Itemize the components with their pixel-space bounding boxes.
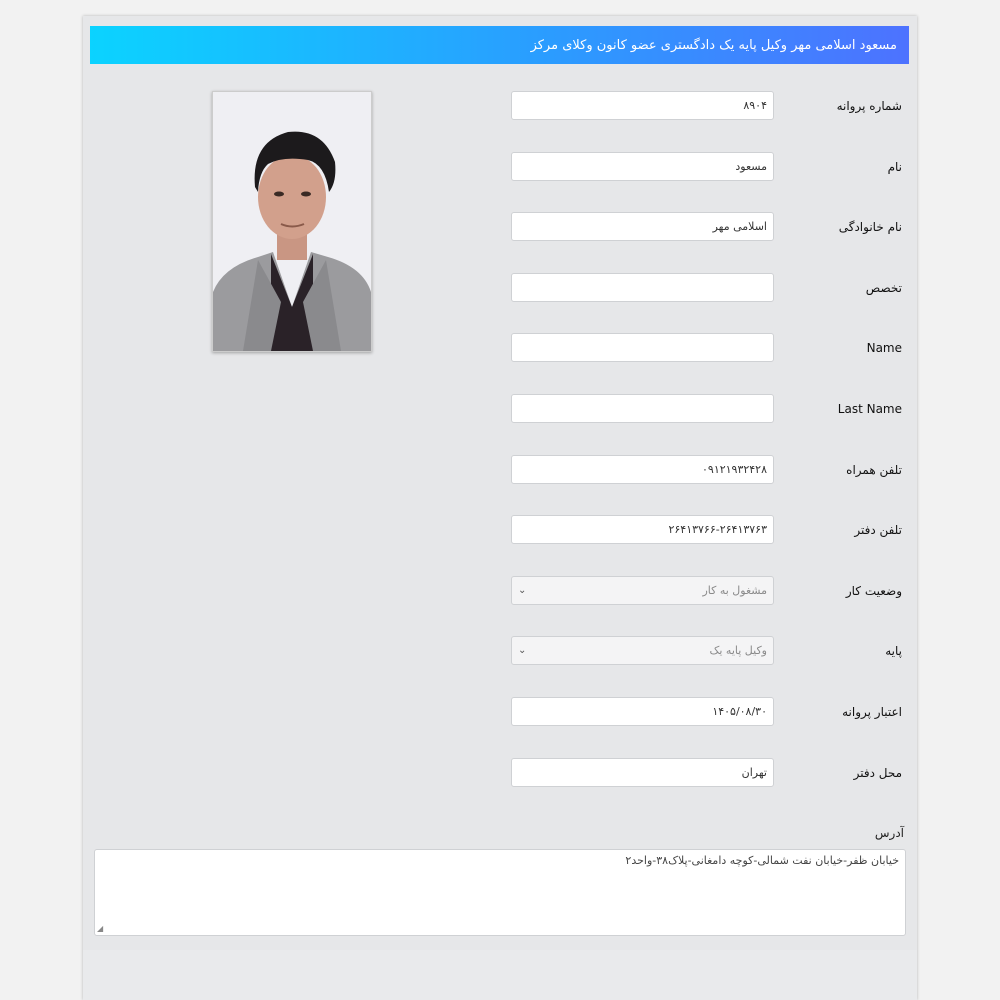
name-en-label: Name (866, 341, 902, 355)
office-location-input[interactable] (511, 758, 774, 787)
license-validity-label: اعتبار پروانه (842, 705, 902, 719)
chevron-down-icon: ⌄ (518, 585, 527, 596)
office-phone-input[interactable] (511, 515, 774, 544)
mobile-phone-label: تلفن همراه (846, 463, 902, 477)
office-phone-value: ۲۶۴۱۳۷۶۶-۲۶۴۱۳۷۶۳ (668, 523, 767, 536)
name-en-input[interactable] (511, 333, 774, 362)
card-footer (83, 950, 917, 1000)
profile-card (83, 16, 917, 1000)
license-validity-input[interactable] (511, 697, 774, 726)
office-location-value: تهران (741, 766, 767, 779)
mobile-phone-value: ۰۹۱۲۱۹۳۲۴۲۸ (702, 463, 767, 476)
page-title-banner (90, 26, 909, 64)
work-status-select[interactable] (511, 576, 774, 605)
address-textarea[interactable] (94, 849, 906, 936)
resize-handle-icon[interactable]: ◢ (97, 924, 104, 933)
last-name-value: اسلامی مهر (712, 220, 767, 233)
last-name-input[interactable] (511, 212, 774, 241)
address-label: آدرس (874, 826, 904, 840)
last-name-label: نام خانوادگی (838, 220, 902, 234)
first-name-label: نام (887, 160, 902, 174)
mobile-phone-input[interactable] (511, 455, 774, 484)
license-number-label: شماره پروانه (836, 99, 902, 113)
profile-photo-image (213, 92, 371, 351)
license-validity-value: ۱۴۰۵/۰۸/۳۰ (712, 705, 767, 718)
chevron-down-icon: ⌄ (518, 645, 527, 656)
office-phone-label: تلفن دفتر (854, 523, 902, 537)
work-status-value: مشغول به کار (702, 584, 767, 597)
page-title: مسعود اسلامی مهر وکیل پایه یک دادگستری عضو کانون وکلای مرکز (530, 37, 897, 53)
lastname-en-label: Last Name (837, 402, 902, 416)
grade-label: پایه (885, 644, 902, 658)
work-status-label: وضعیت کار (845, 584, 902, 598)
license-number-input[interactable] (511, 91, 774, 120)
first-name-value: مسعود (735, 160, 767, 173)
address-value: خیابان ظفر-خیابان نفت شمالی-کوچه دامغانی-پلاک۳۸-واحد۲ (625, 854, 899, 867)
grade-select[interactable] (511, 636, 774, 665)
specialty-input[interactable] (511, 273, 774, 302)
lastname-en-input[interactable] (511, 394, 774, 423)
license-number-value: ۸۹۰۴ (743, 99, 767, 112)
grade-value: وکیل پایه یک (709, 644, 767, 657)
profile-photo (212, 91, 372, 352)
specialty-label: تخصص (865, 281, 902, 295)
office-location-label: محل دفتر (853, 766, 902, 780)
first-name-input[interactable] (511, 152, 774, 181)
